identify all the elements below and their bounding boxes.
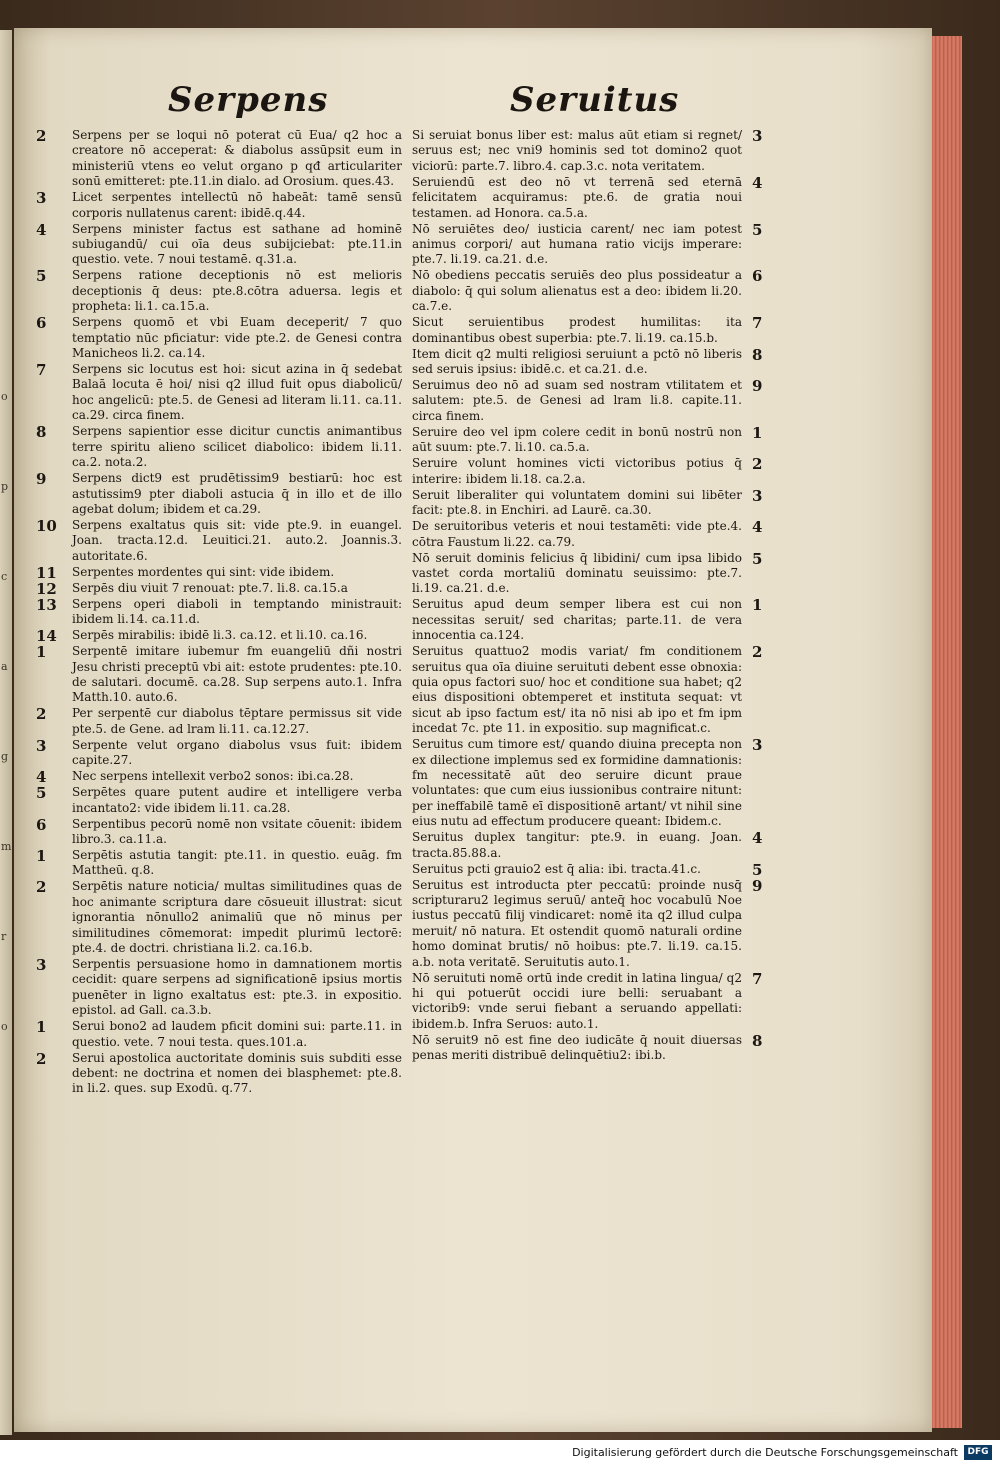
index-entry: [36, 784, 402, 816]
index-entry: [36, 736, 402, 769]
entry-text: Serpens quomō et vbi Euam deceperit/ 7 quo temptatio nūc pficiatur: vide pte.2. de Genesi contra Manicheos li.2. ca.14.: [72, 315, 402, 361]
index-entry: [412, 423, 763, 456]
index-entry: [412, 876, 763, 970]
index-entry: [36, 267, 402, 314]
facing-page-char: p: [1, 480, 9, 493]
entry-text: Serpens minister factus est sathane ad hominē subiugandū/ cui oīa deus subijciebat: pte.11.in questio. vete. 7 noui testamē. q.31.a.: [72, 221, 402, 267]
facing-page-char: g: [1, 750, 9, 763]
facing-page-char: o: [1, 390, 8, 403]
entry-text: Seruitus cum timore est/ quando diuina precepta non ex dilectione implemus sed ex formidine damnationis: fm necessitatē aūt deo seruire dicunt praue voluntates: que cum eius iussionibus contraire nitunt: per ineffabilē tamē eī dispositionē artant/ vt nihil sine eius nutu ad effectum producere queant: Ibidem.c.: [412, 737, 742, 829]
entry-text: Seruitus quattuo2 modis variat/ fm conditionem seruitus qua oīa diuine seruituti debent esse obnoxia: quia opus factori suo/ hoc et conditione sua habet; q2 eius dispositioni obtemperet et instituta sequat: vt sicut ab ipso factum est/ ita nō nisi ab ipo et fm ipm incedat 7c. pte 11. in expositio. sup magnificat.c.: [412, 644, 742, 736]
index-entry: [36, 627, 402, 646]
index-entry: [36, 189, 402, 221]
entry-text: Seruitus est introducta pter peccatū: proinde nusq̄ scripturaru2 legimus seruū/ anteq̄ hoc vocabulū Noe iustus peccatū filij vindicaret: nomē ita q2 illud culpa meruit/ nō natura. Et ostendit quomō naturali ordine homo dominat brutis/ nō hoibus: pte.7. li.19. ca.15. a.b. nota veritatē. Seruitutis auto.1.: [412, 877, 742, 969]
entry-text: Serpentes mordentes qui sint: vide ibidem.: [72, 564, 335, 579]
left-column: [36, 127, 402, 1097]
entry-number: 7: [752, 314, 763, 333]
entry-text: Serpens dict9 est prudētissim9 bestiarū: hoc est astutissim9 pter diaboli astucia q̄ in illo et de illo agebat dolum; ibidem et ca.29.: [72, 471, 402, 516]
index-entry: [36, 643, 402, 706]
entry-number: 3: [752, 127, 763, 145]
entry-text: Seruire volunt homines victi victoribus potius q̄ interire: ibidem li.18. ca.2.a.: [412, 456, 742, 486]
index-entry: [412, 736, 763, 829]
entry-number: 4: [36, 220, 47, 239]
index-entry: [412, 127, 763, 174]
entry-text: Serpens operi diaboli in temptando ministrauit: ibidem li.14. ca.11.d.: [72, 596, 402, 627]
entry-text: Seruiendū est deo nō vt terrenā sed eternā felicitatem acquiramus: pte.6. de gratia noui testamen. ad Honora. ca.5.a.: [412, 174, 742, 220]
entry-text: Nō obediens peccatis seruiēs deo plus possideatur a diabolo: q̄ qui solum alienatus est a deo: ibidem li.20. ca.7.e.: [412, 268, 742, 314]
entry-number: 2: [36, 705, 47, 724]
entry-text: De seruitoribus veteris et noui testamēti: vide pte.4. cōtra Faustum li.22. ca.79.: [412, 519, 742, 549]
entry-text: Sicut seruientibus prodest humilitas: ita dominantibus obest superbia: pte.7. li.19. ca.15.b.: [412, 315, 742, 345]
index-entry: [412, 486, 763, 519]
index-entry: [412, 267, 763, 314]
index-entry: [36, 579, 402, 598]
entry-text: Seruit liberaliter qui voluntatem domini sui libēter facit: pte.8. in Enchiri. ad Laurē. ca.30.: [412, 487, 742, 518]
entry-number: 1: [752, 423, 763, 442]
footer-bar: [0, 1440, 1000, 1465]
entry-number: 1: [752, 596, 763, 615]
entry-number: 1: [36, 1018, 47, 1037]
index-entry: [36, 220, 402, 268]
entry-number: 12: [36, 579, 57, 598]
entry-number: 14: [36, 627, 57, 646]
entry-text: Serpente velut organo diabolus vsus fuit: ibidem capite.27.: [72, 737, 402, 768]
entry-text: Seruitus pcti grauio2 est q̄ alia: ibi. tracta.41.c.: [412, 861, 701, 876]
entry-number: 7: [752, 969, 763, 988]
entry-number: 3: [752, 736, 763, 755]
entry-number: 5: [752, 549, 763, 568]
entry-text: Serpētis astutia tangit: pte.11. in questio. euāg. fm Mattheū. q.8.: [72, 847, 402, 878]
index-entry: [412, 829, 763, 861]
entry-text: Serpētis nature noticia/ multas similitudines quas de hoc animante scriptura dare cōsueuit illustrat: sicut ignorantia nōnullo2 animaliū que nō minus per similitudines cōmemorat: impedit plurimū lectorē: pte.4. de doctri. christiana li.2. ca.16.b.: [72, 879, 402, 955]
entry-number: 6: [36, 314, 47, 333]
entry-text: Si seruiat bonus liber est: malus aūt etiam si regnet/ seruus est; nec vni9 hominis sed tot domino2 quot viciorū: parte.7. libro.4. cap.3.c. nota veritatem.: [412, 128, 742, 173]
entry-number: 7: [36, 361, 47, 380]
entry-text: Nō seruituti nomē ortū inde credit in latina lingua/ q2 hi qui potuerūt occidi iure belli: seruabant a victorib9: vnde serui fiebant a seruando appellati: ibidem.b. Infra Seruos: auto.1.: [412, 970, 742, 1031]
entry-text: Seruire deo vel ipm colere cedit in bonū nostrū non aūt suum: pte.7. li.10. ca.5.a.: [412, 424, 742, 455]
entry-number: 6: [36, 815, 47, 834]
entry-text: Serpentē imitare iubemur fm euangeliū dñi nostri Jesu christi preceptū vbi ait: estote prudentes: pte.10. de salutari. documē. ca.28. Sup serpens auto.1. Infra Matth.10. auto.6.: [72, 644, 402, 705]
index-entry: [36, 595, 402, 628]
index-entry: [36, 127, 402, 190]
entry-text: Serpens sic locutus est hoi: sicut azina in q̄ sedebat Balaā locuta ē hoi/ nisi q2 illud fuit opus diabolicū/ hoc angelicū: pte.5. de Genesi ad literam li.11. ca.11. ca.29. circa finem.: [72, 362, 402, 423]
entry-text: Seruimus deo nō ad suam sed nostram vtilitatem et salutem: pte.5. de Genesi ad lram li.8. capite.11. circa finem.: [412, 378, 742, 423]
entry-number: 1: [36, 643, 47, 662]
entry-text: Item dicit q2 multi religiosi seruiunt a pctō nō liberis sed seruis ipsius: ibidē.c. et ca.21. d.e.: [412, 346, 742, 377]
entry-number: 4: [752, 173, 763, 192]
entry-number: 11: [36, 563, 57, 582]
index-entry: [412, 220, 763, 268]
entry-text: Serpens ratione deceptionis nō est melioris deceptionis q̄ deus: pte.8.cōtra aduersa. legis et propheta: li.1. ca.15.a.: [72, 268, 402, 314]
entry-text: Serpentibus pecorū nomē non vsitate cōuenit: ibidem libro.3. ca.11.a.: [72, 816, 402, 846]
entry-text: Serpens per se loqui nō poterat cū Eua/ q2 hoc a creatore nō acceperat: & diabolus assūpsit eum in ministeriū vtens eo velut organo p qđ articulariter sonū emitteret: pte.11.in dialo. ad Orosium. ques.43.: [72, 128, 402, 189]
index-entry: [412, 518, 763, 550]
entry-number: 9: [752, 876, 763, 895]
index-entry: [36, 815, 402, 848]
index-entry: [36, 1049, 402, 1097]
entry-number: 5: [752, 860, 763, 879]
entry-text: Serpens exaltatus quis sit: vide pte.9. in euangel. Joan. tracta.12.d. Leuitici.21. auto.2. Joannis.3. autoritate.6.: [72, 517, 402, 563]
entry-number: 2: [752, 643, 763, 662]
right-column: [412, 127, 763, 1064]
index-entry: [412, 643, 763, 736]
index-entry: [412, 173, 763, 221]
entry-text: Serpēs diu viuit 7 renouat: pte.7. li.8. ca.15.a: [72, 580, 348, 595]
facing-page-char: m: [1, 840, 12, 853]
running-header-left: Serpens: [168, 80, 329, 120]
entry-text: Licet serpentes intellectū nō habeāt: tamē sensū corporis nullatenus carent: ibidē.q.44.: [72, 190, 402, 220]
entry-number: 10: [36, 516, 57, 535]
entry-number: 3: [36, 736, 47, 755]
entry-number: 1: [36, 846, 47, 865]
entry-number: 2: [752, 455, 763, 474]
facing-page-edge: [0, 30, 12, 1435]
entry-number: 2: [36, 1049, 47, 1068]
entry-text: Serpēs mirabilis: ibidē li.3. ca.12. et li.10. ca.16.: [72, 628, 368, 643]
index-entry: [36, 423, 402, 470]
index-entry: [36, 705, 402, 737]
index-entry: [36, 768, 402, 787]
index-entry: [412, 377, 763, 424]
entry-text: Per serpentē cur diabolus tēptare permissus sit vide pte.5. de Gene. ad lram li.11. ca.12.27.: [72, 706, 402, 736]
entry-number: 4: [752, 518, 763, 537]
entry-number: 8: [36, 423, 47, 442]
page-edges-red: [932, 36, 962, 1428]
index-entry: [412, 455, 763, 487]
entry-number: 8: [752, 1031, 763, 1050]
index-entry: [36, 361, 402, 424]
index-entry: [412, 969, 763, 1033]
facing-page-char: a: [1, 660, 8, 673]
entry-number: 5: [36, 784, 47, 803]
entry-number: 3: [36, 956, 47, 974]
entry-number: 4: [36, 768, 47, 787]
index-entry: [36, 563, 402, 582]
entry-text: Seruitus duplex tangitur: pte.9. in euang. Joan. tracta.85.88.a.: [412, 830, 742, 860]
index-entry: [36, 846, 402, 879]
entry-number: 3: [752, 486, 763, 505]
entry-text: Nō seruiētes deo/ iusticia carent/ nec iam potest animus corpori/ aut humana ratio vicijs imperare: pte.7. li.19. ca.21. d.e.: [412, 221, 742, 267]
facing-page-char: c: [1, 570, 8, 583]
index-entry: [412, 860, 763, 879]
entry-text: Serui bono2 ad laudem pficit domini sui: parte.11. in questio. vete. 7 noui testa. ques.101.a.: [72, 1019, 402, 1049]
entry-text: Seruitus apud deum semper libera est cui non necessitas seruit/ sed charitas; parte.11. de vera innocentia ca.124.: [412, 597, 742, 643]
entry-text: Serpentis persuasione homo in damnationem mortis cecidit: quare serpens ad significationē ipsius mortis puenēter in ligno exaltatus est: pte.3. in expositio. epistol. ad Gall. ca.3.b.: [72, 957, 402, 1018]
entry-number: 2: [36, 878, 47, 897]
index-entry: [36, 956, 402, 1019]
entry-number: 6: [752, 267, 763, 286]
footer-credit: Digitalisierung gefördert durch die Deutsche Forschungsgemeinschaft: [572, 1446, 958, 1459]
index-entry: [36, 1018, 402, 1050]
index-entry: [412, 314, 763, 346]
entry-number: 2: [36, 127, 47, 145]
dfg-logo: DFG: [964, 1445, 992, 1460]
entry-text: Serpētes quare putent audire et intelligere verba incantato2: vide ibidem li.11. ca.28.: [72, 785, 402, 815]
running-header-right: Seruitus: [510, 80, 680, 120]
entry-number: 9: [36, 470, 47, 489]
entry-number: 3: [36, 189, 47, 208]
index-entry: [36, 878, 402, 956]
entry-text: Nō seruit9 nō est fine deo iudicāte q̄ nouit diuersas penas meriti distribuē delinquētiu2: ibi.b.: [412, 1032, 742, 1063]
index-entry: [412, 596, 763, 643]
entry-number: 5: [752, 220, 763, 239]
entry-number: 8: [752, 345, 763, 364]
index-entry: [412, 345, 763, 378]
entry-number: 4: [752, 829, 763, 848]
index-entry: [412, 1031, 763, 1064]
entry-text: Serui apostolica auctoritate dominis suis subditi esse debent: ne doctrina et nomen dei blasphemet: pte.8. in li.2. ques. sup Exodū. q.77.: [72, 1050, 402, 1096]
index-entry: [36, 314, 402, 361]
entry-number: 9: [752, 377, 763, 396]
index-entry: [412, 549, 763, 597]
facing-page-char: r: [1, 930, 7, 943]
entry-text: Nō seruit dominis felicius q̄ libidini/ cum ipsa libido vastet corda mortaliū dominatu seuissimo: pte.7. li.19. ca.21. d.e.: [412, 550, 742, 596]
entry-text: Nec serpens intellexit verbo2 sonos: ibi.ca.28.: [72, 769, 354, 784]
entry-number: 13: [36, 595, 57, 614]
index-entry: [36, 516, 402, 564]
entry-text: Serpens sapientior esse dicitur cunctis animantibus terre spiritu alieno scilicet diabolico: ibidem li.11. ca.2. nota.2.: [72, 424, 402, 470]
entry-number: 5: [36, 267, 47, 286]
index-entry: [36, 470, 402, 517]
facing-page-char: o: [1, 1020, 8, 1033]
